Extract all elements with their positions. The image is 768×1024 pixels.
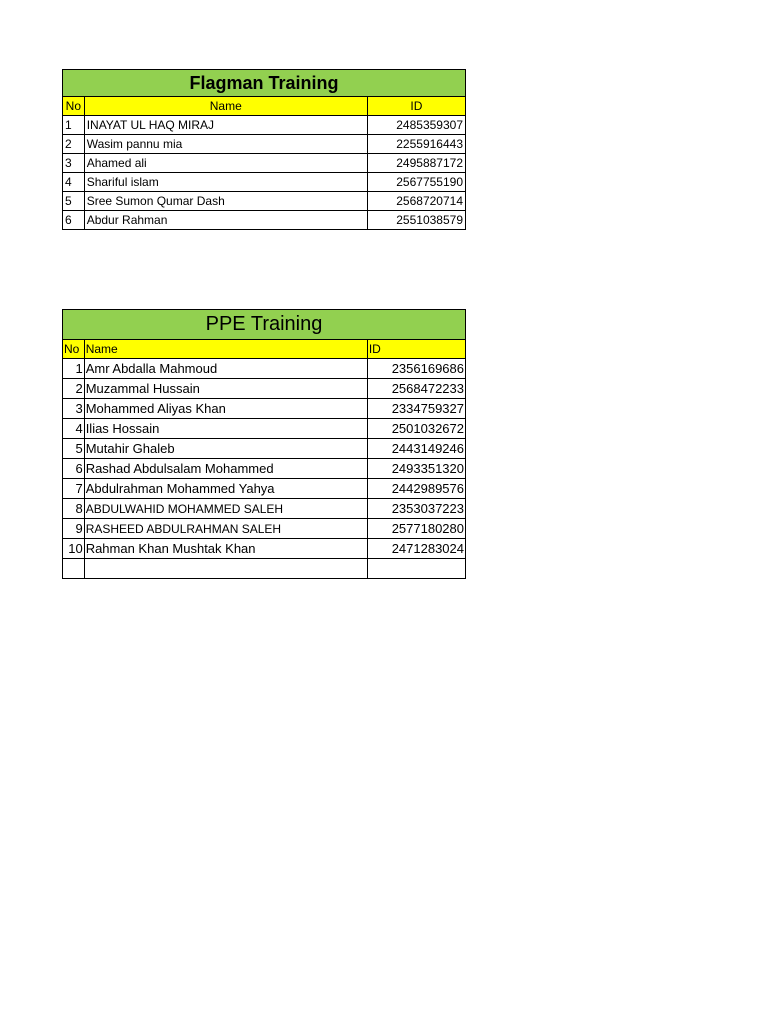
table-header-row bbox=[63, 97, 466, 116]
row-id: 2471283024 bbox=[367, 539, 465, 559]
row-name: Shariful islam bbox=[84, 173, 367, 192]
row-id: 2568720714 bbox=[367, 192, 465, 211]
row-id: 2442989576 bbox=[367, 479, 465, 499]
row-name: Wasim pannu mia bbox=[84, 135, 367, 154]
ppe-table-title: PPE Training bbox=[63, 310, 466, 340]
row-id: 2495887172 bbox=[367, 154, 465, 173]
table-header-row bbox=[63, 340, 466, 359]
flagman-training-table bbox=[62, 69, 466, 230]
row-id: 2551038579 bbox=[367, 211, 465, 230]
table-row bbox=[63, 192, 466, 211]
table-row bbox=[63, 439, 466, 459]
table-row bbox=[63, 519, 466, 539]
row-id: 2255916443 bbox=[367, 135, 465, 154]
column-header-id: ID bbox=[367, 340, 465, 359]
table-row bbox=[63, 419, 466, 439]
row-id: 2493351320 bbox=[367, 459, 465, 479]
row-number: 3 bbox=[63, 399, 85, 419]
column-header-name: Name bbox=[84, 340, 367, 359]
row-number: 1 bbox=[63, 116, 85, 135]
empty-cell bbox=[63, 559, 85, 579]
row-name: RASHEED ABDULRAHMAN SALEH bbox=[84, 519, 367, 539]
row-number: 3 bbox=[63, 154, 85, 173]
table-row bbox=[63, 359, 466, 379]
row-id: 2501032672 bbox=[367, 419, 465, 439]
row-name: Rahman Khan Mushtak Khan bbox=[84, 539, 367, 559]
row-number: 2 bbox=[63, 379, 85, 399]
row-number: 5 bbox=[63, 439, 85, 459]
row-name: Muzammal Hussain bbox=[84, 379, 367, 399]
column-header-no: No bbox=[63, 97, 85, 116]
empty-cell bbox=[84, 559, 367, 579]
row-number: 2 bbox=[63, 135, 85, 154]
row-name: Amr Abdalla Mahmoud bbox=[84, 359, 367, 379]
row-name: Abdur Rahman bbox=[84, 211, 367, 230]
flagman-table-title: Flagman Training bbox=[63, 70, 466, 97]
row-id: 2567755190 bbox=[367, 173, 465, 192]
row-id: 2577180280 bbox=[367, 519, 465, 539]
table-row bbox=[63, 154, 466, 173]
table-row bbox=[63, 135, 466, 154]
row-id: 2353037223 bbox=[367, 499, 465, 519]
table-row bbox=[63, 499, 466, 519]
column-header-id: ID bbox=[367, 97, 465, 116]
table-title-row bbox=[63, 310, 466, 340]
empty-table-row bbox=[63, 559, 466, 579]
column-header-name: Name bbox=[84, 97, 367, 116]
table-row bbox=[63, 173, 466, 192]
row-number: 1 bbox=[63, 359, 85, 379]
row-name: Ahamed ali bbox=[84, 154, 367, 173]
table-row bbox=[63, 539, 466, 559]
row-name: Sree Sumon Qumar Dash bbox=[84, 192, 367, 211]
row-name: INAYAT UL HAQ MIRAJ bbox=[84, 116, 367, 135]
row-number: 9 bbox=[63, 519, 85, 539]
table-row bbox=[63, 116, 466, 135]
row-number: 4 bbox=[63, 419, 85, 439]
empty-cell bbox=[367, 559, 465, 579]
table-title-row bbox=[63, 70, 466, 97]
row-id: 2568472233 bbox=[367, 379, 465, 399]
row-id: 2334759327 bbox=[367, 399, 465, 419]
row-number: 6 bbox=[63, 211, 85, 230]
table-row bbox=[63, 211, 466, 230]
row-number: 8 bbox=[63, 499, 85, 519]
row-number: 5 bbox=[63, 192, 85, 211]
row-name: Mutahir Ghaleb bbox=[84, 439, 367, 459]
row-number: 7 bbox=[63, 479, 85, 499]
row-number: 6 bbox=[63, 459, 85, 479]
row-number: 10 bbox=[63, 539, 85, 559]
ppe-training-table bbox=[62, 309, 466, 579]
row-id: 2485359307 bbox=[367, 116, 465, 135]
row-name: Mohammed Aliyas Khan bbox=[84, 399, 367, 419]
row-name: ABDULWAHID MOHAMMED SALEH bbox=[84, 499, 367, 519]
row-name: Abdulrahman Mohammed Yahya bbox=[84, 479, 367, 499]
table-row bbox=[63, 459, 466, 479]
row-number: 4 bbox=[63, 173, 85, 192]
row-id: 2356169686 bbox=[367, 359, 465, 379]
row-name: Rashad Abdulsalam Mohammed bbox=[84, 459, 367, 479]
row-name: Ilias Hossain bbox=[84, 419, 367, 439]
table-row bbox=[63, 479, 466, 499]
table-row bbox=[63, 379, 466, 399]
column-header-no: No bbox=[63, 340, 85, 359]
table-row bbox=[63, 399, 466, 419]
row-id: 2443149246 bbox=[367, 439, 465, 459]
